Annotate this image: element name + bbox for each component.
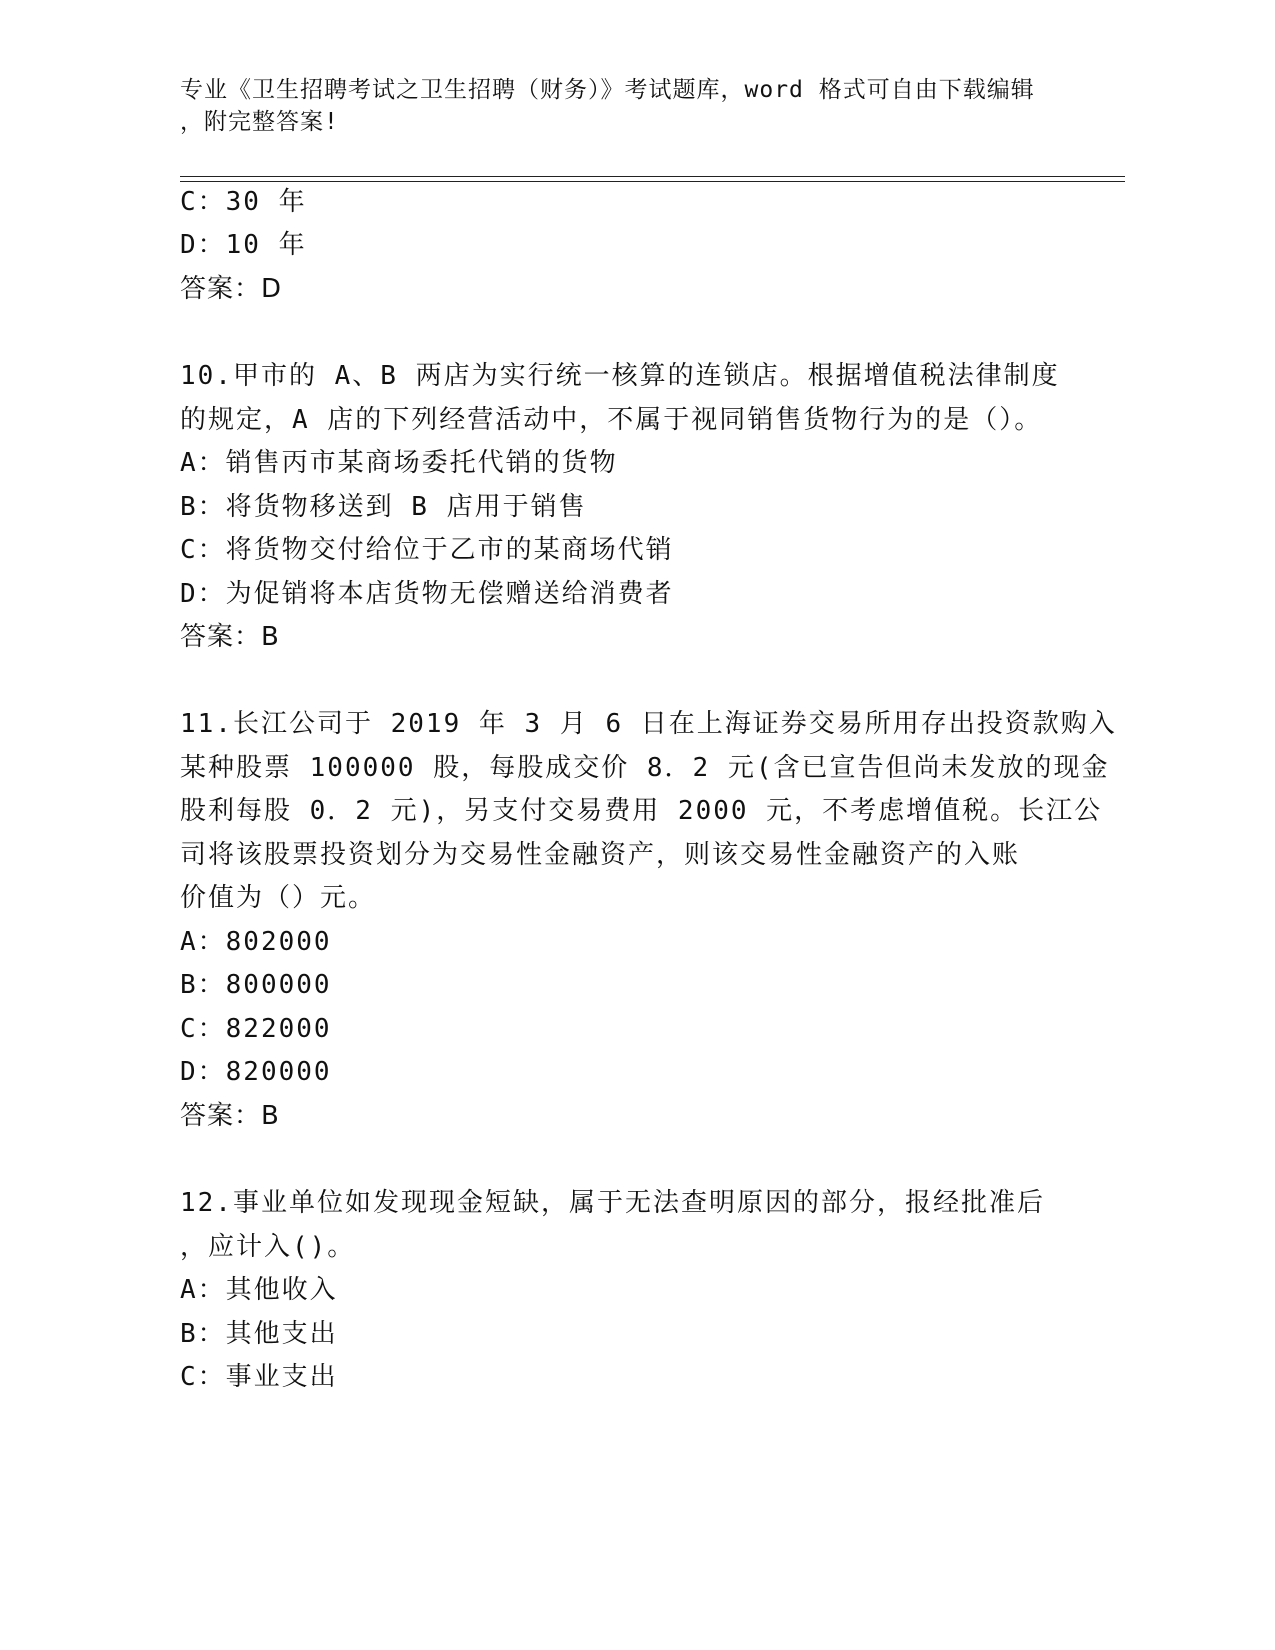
q10-answer: 答案：B (180, 622, 280, 652)
q11-option-c: C：822000 (180, 1014, 332, 1044)
q12-option-a: A：其他收入 (180, 1275, 338, 1305)
q12-option-b: B：其他支出 (180, 1319, 338, 1349)
q11-option-b: B：800000 (180, 970, 332, 1000)
header-line-1: 专业《卫生招聘考试之卫生招聘（财务）》考试题库，word 格式可自由下载编辑 (180, 77, 1035, 103)
q10-stem-line-2: 的规定，A 店的下列经营活动中，不属于视同销售货物行为的是（）。 (180, 405, 1043, 435)
q11-stem-line-1: 11.长江公司于 2019 年 3 月 6 日在上海证券交易所用存出投资款购入 (180, 709, 1117, 739)
header-divider-bottom (180, 181, 1125, 182)
q10-option-c: C：将货物交付给位于乙市的某商场代销 (180, 535, 674, 565)
q12-stem-line-2: ，应计入()。 (180, 1232, 356, 1262)
q11-answer: 答案：B (180, 1101, 280, 1131)
q11-option-a: A：802000 (180, 927, 332, 957)
document-header (180, 74, 1040, 138)
q11-stem-line-3: 股利每股 0．2 元)，另支付交易费用 2000 元，不考虑增值税。长江公 (180, 796, 1103, 826)
q11-stem-line-4: 司将该股票投资划分为交易性金融资产，则该交易性金融资产的入账 (180, 840, 1021, 870)
q9-answer: 答案：D (180, 274, 283, 304)
q11-stem-line-2: 某种股票 100000 股，每股成交价 8．2 元(含已宣告但尚未发放的现金 (180, 753, 1110, 783)
q11-option-d: D：820000 (180, 1057, 332, 1087)
q12-stem-line-1: 12.事业单位如发现现金短缺，属于无法查明原因的部分，报经批准后 (180, 1188, 1045, 1218)
q9-option-d: D：10 年 (180, 230, 307, 260)
header-divider-top (180, 176, 1125, 177)
q10-stem-line-1: 10.甲市的 A、B 两店为实行统一核算的连锁店。根据增值税法律制度 (180, 361, 1060, 391)
q11-stem-line-5: 价值为（）元。 (180, 883, 377, 913)
header-line-2: ，附完整答案! (180, 109, 339, 135)
q10-option-d: D：为促销将本店货物无偿赠送给消费者 (180, 579, 674, 609)
q12-option-c: C：事业支出 (180, 1362, 338, 1392)
q10-option-a: A：销售丙市某商场委托代销的货物 (180, 448, 618, 478)
q10-option-b: B：将货物移送到 B 店用于销售 (180, 492, 587, 522)
q9-option-c: C：30 年 (180, 187, 307, 217)
